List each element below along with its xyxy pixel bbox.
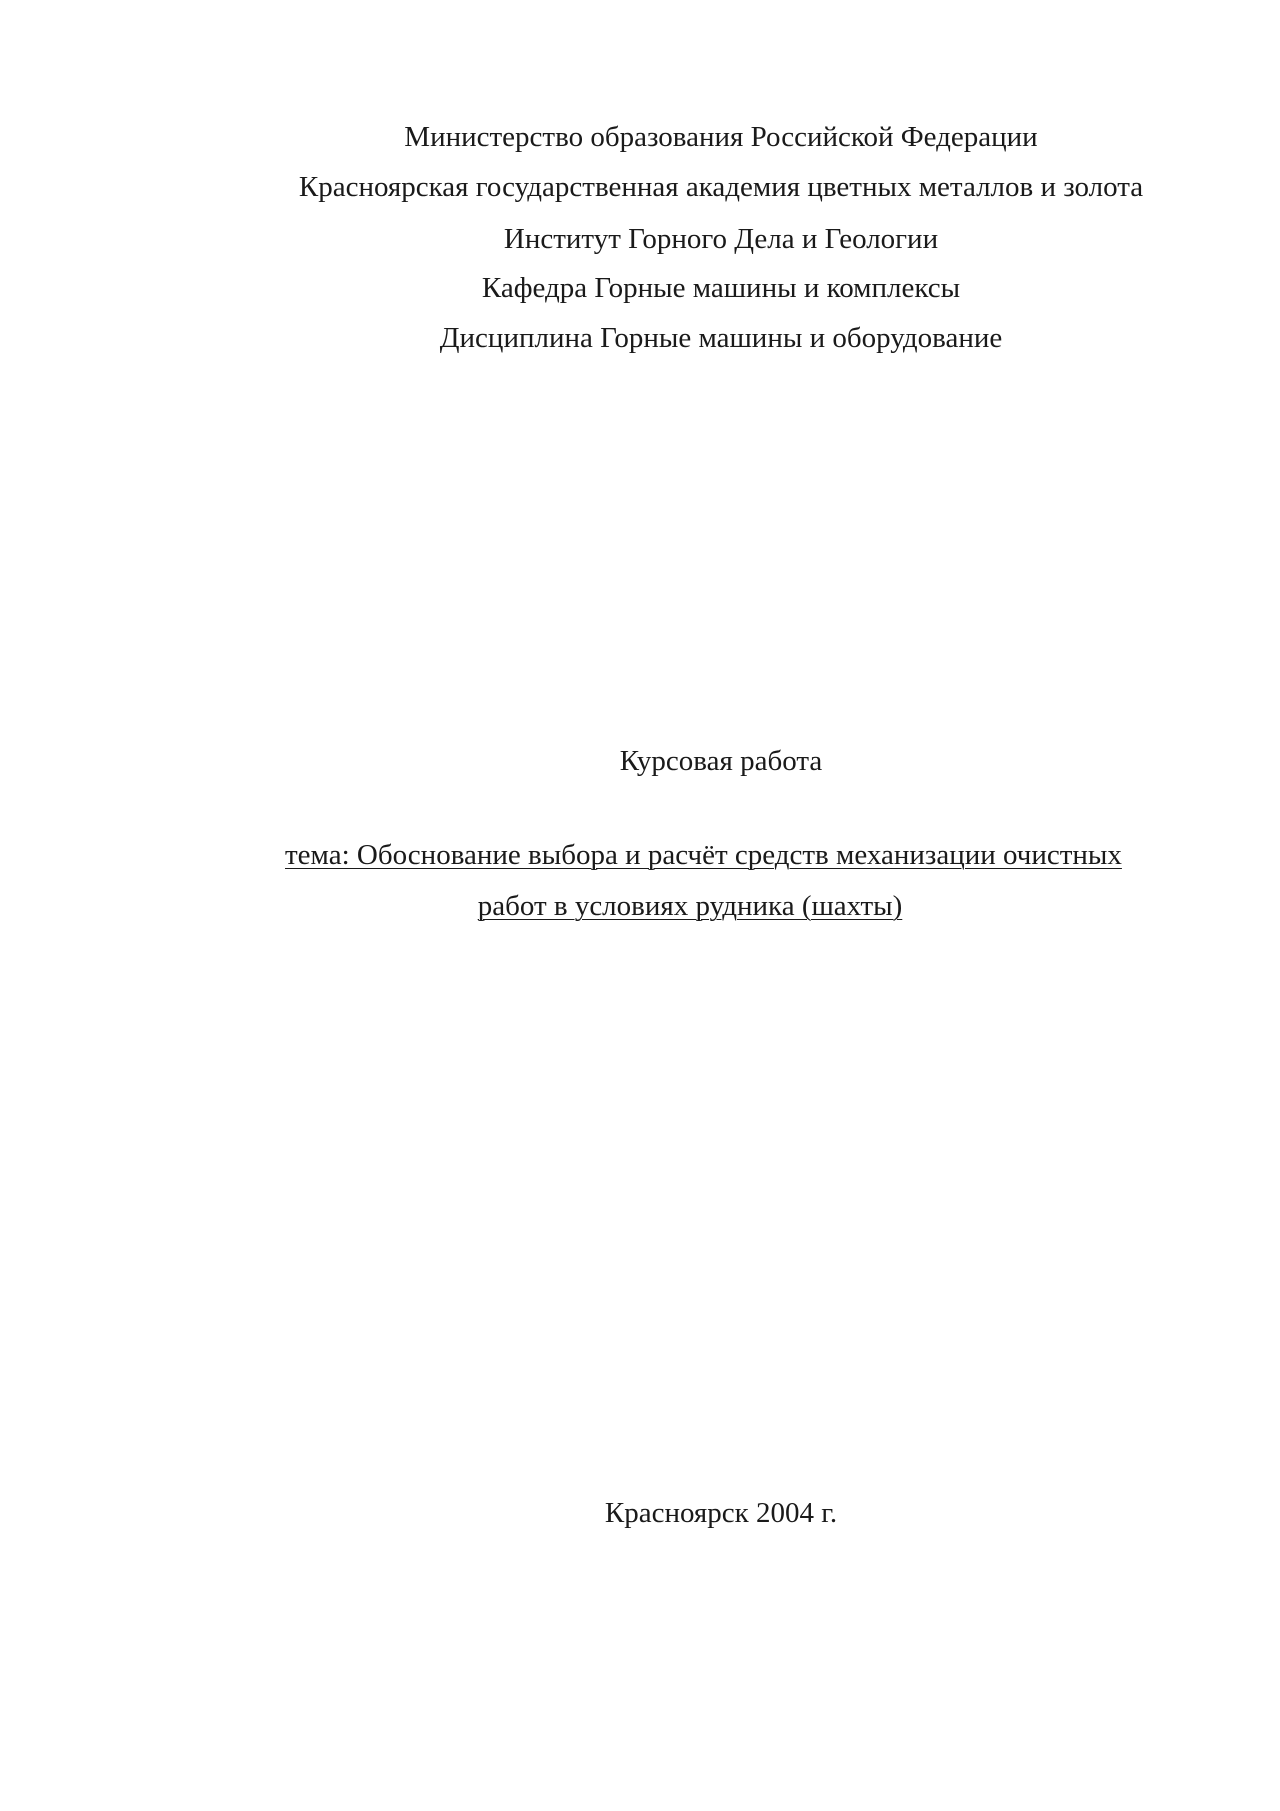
work-type-title: Курсовая работа bbox=[619, 745, 823, 777]
department-line: Кафедра Горные машины и комплексы bbox=[481, 272, 961, 304]
city-year-line: Красноярск 2004 г. bbox=[604, 1497, 838, 1529]
institute-line: Институт Горного Дела и Геологии bbox=[503, 223, 939, 255]
discipline-line: Дисциплина Горные машины и оборудование bbox=[439, 322, 1003, 354]
ministry-line: Министерство образования Российской Федерации bbox=[404, 121, 1038, 153]
topic-line-1: тема: Обоснование выбора и расчёт средств механизации очистных bbox=[285, 839, 1122, 871]
academy-line: Красноярская государственная академия цветных металлов и золота bbox=[298, 171, 1144, 203]
topic-line-2: работ в условиях рудника (шахты) bbox=[477, 890, 903, 922]
